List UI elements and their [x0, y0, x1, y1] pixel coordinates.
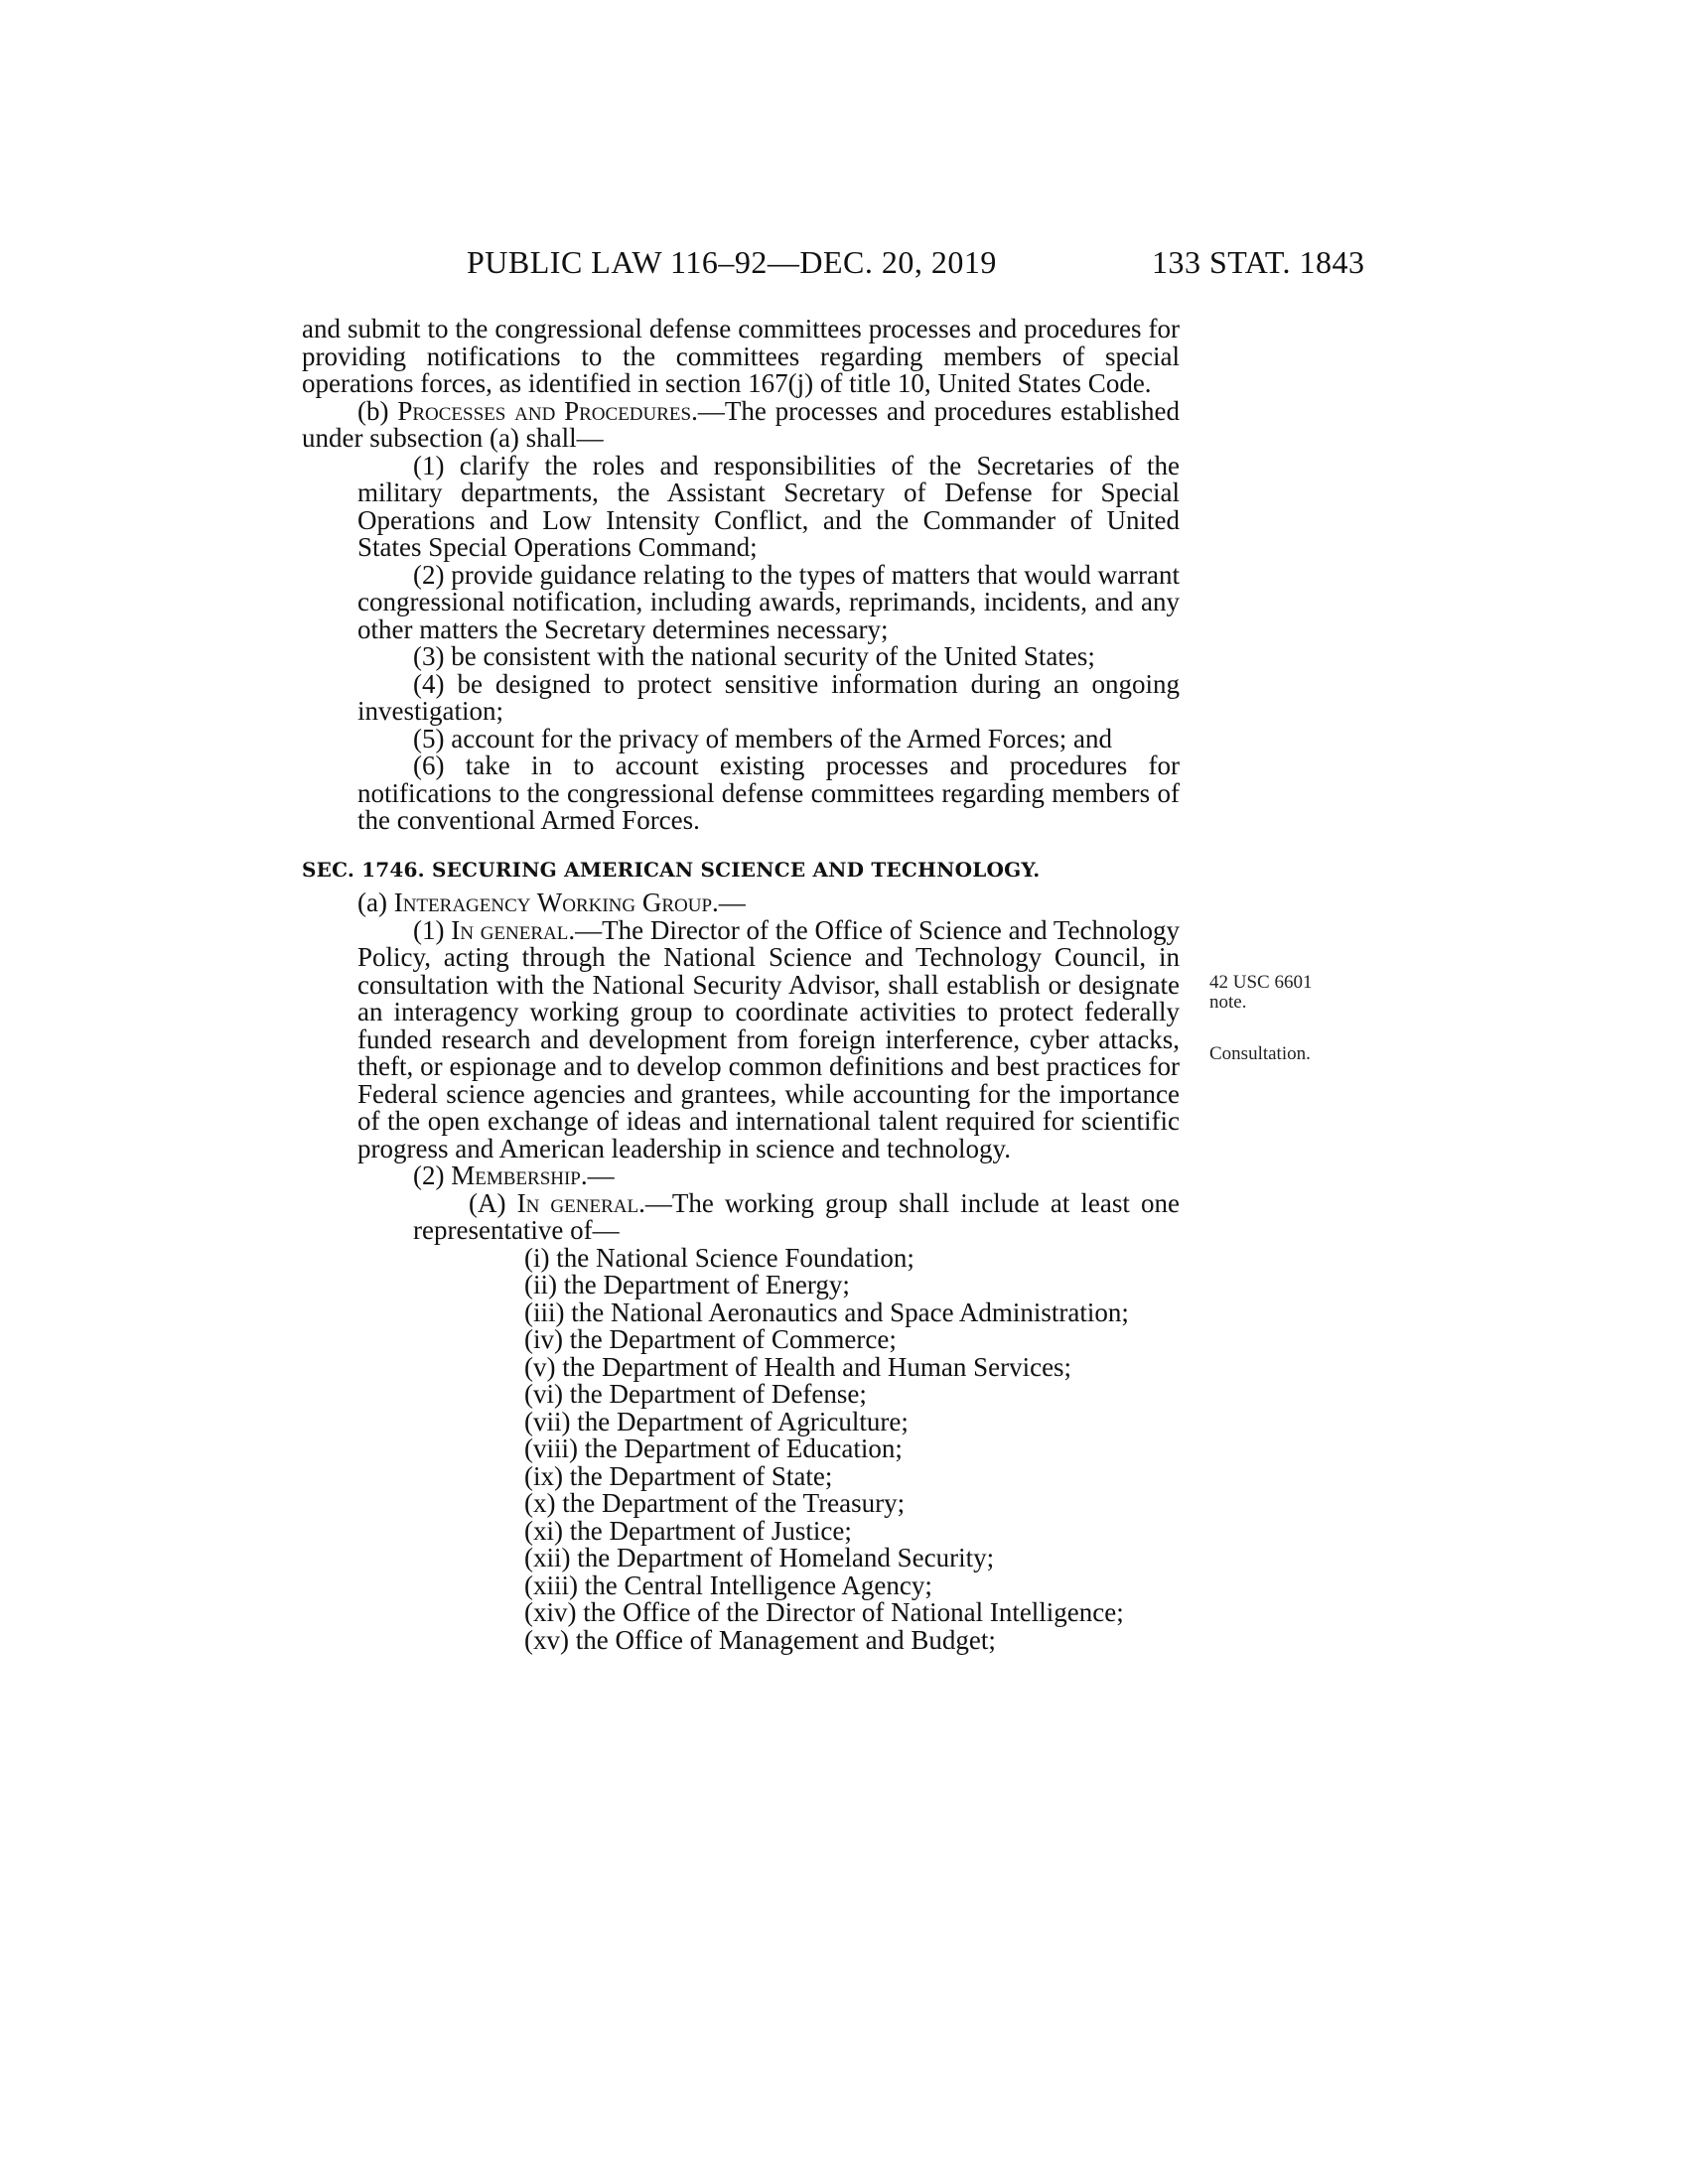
subparagraph-A-heading: In general — [516, 1187, 639, 1218]
page-number: 133 STAT. 1843 — [1152, 244, 1365, 280]
member-item: (xv) the Office of Management and Budget; — [524, 1624, 996, 1655]
subparagraph-A-label: (A) — [469, 1187, 517, 1218]
subparagraph-A-text: .—The working group shall include at least one representative of— — [413, 1187, 1181, 1245]
margin-note-citation — [1209, 973, 1312, 1013]
member-item: (ix) the Department of State; — [524, 1460, 833, 1491]
member-item: (xi) the Department of Justice; — [524, 1515, 852, 1546]
list-item: (4) be designed to protect sensitive information during an ongoing investigation; — [357, 668, 1180, 726]
margin-note-citation-line1: 42 USC 6601 — [1209, 972, 1313, 993]
member-item: (xiv) the Office of the Director of National Intelligence; — [524, 1597, 1124, 1627]
paragraph-a2 — [302, 1162, 1180, 1190]
intro-paragraph: and submit to the congressional defense committees processes and procedures for providing notifications to the committees regarding members of special operations forces, as identified in section 167(j) of title 10, United States Code. — [302, 314, 1180, 398]
paragraph-a2-label: (2) — [413, 1160, 452, 1190]
member-item: (vii) the Department of Agriculture; — [524, 1406, 909, 1436]
subsection-a-label: (a) — [357, 887, 394, 917]
subsection-b-text: .—The processes and procedures established under subsection (a) shall— — [302, 395, 1181, 453]
member-item: (iii) the National Aeronautics and Space Administration; — [524, 1297, 1129, 1327]
member-item: (ii) the Department of Energy; — [524, 1270, 850, 1299]
member-item: (x) the Department of the Treasury; — [524, 1488, 906, 1518]
list-item: (1) clarify the roles and responsibilities of the Secretaries of the military departments, the Assistant Secretary of Defense for Special Operations and Low Intensity Conflict, and the Commander of United States Special Operations Command; — [357, 450, 1180, 562]
subparagraph-A — [302, 1187, 1181, 1245]
subsection-b — [302, 395, 1181, 453]
paragraph-a2-suffix: .— — [580, 1160, 615, 1190]
paragraph-a1-text: .—The Director of the Office of Science and Technology Policy, acting through the National Science and Technology Council, in consultation with the National Security Advisor, shall establish or designate an interagency working group to coordinate activities to protect federally funded research and development from foreign interference, cyber attacks, theft, or espionage and to develop common definitions and best practices for Federal science agencies and grantees, while accounting for the importance of the open exchange of ideas and international talent required for scientific progress and American leadership in science and technology. — [357, 914, 1180, 1163]
subsection-b-label: (b) — [357, 395, 398, 426]
list-item: (5) account for the privacy of members of the Armed Forces; and — [413, 723, 1113, 753]
subsection-a-heading: Interagency Working Group — [393, 887, 713, 917]
margin-note-citation-line2: note. — [1209, 992, 1247, 1013]
member-item: (xii) the Department of Homeland Security; — [524, 1543, 995, 1572]
member-item: (i) the National Science Foundation; — [524, 1242, 914, 1273]
subsection-b-heading: Processes and Procedures — [397, 395, 692, 426]
list-item: (3) be consistent with the national security of the United States; — [413, 641, 1095, 671]
running-header-title: PUBLIC LAW 116–92—DEC. 20, 2019 — [467, 244, 997, 280]
member-item: (vi) the Department of Defense; — [524, 1379, 867, 1409]
body-text — [302, 316, 1180, 1654]
member-item: (xiii) the Central Intelligence Agency; — [524, 1570, 932, 1600]
subsection-a — [302, 889, 1180, 917]
paragraph-a1 — [302, 914, 1180, 1163]
paragraph-a2-heading: Membership — [451, 1160, 581, 1190]
member-item: (viii) the Department of Education; — [524, 1433, 903, 1463]
list-item: (2) provide guidance relating to the types of matters that would warrant congressional notification, including awards, reprimands, incidents, and any other matters the Secretary determines necessary; — [357, 559, 1180, 644]
member-item: (v) the Department of Health and Human Services; — [524, 1351, 1072, 1382]
paragraph-a1-heading: In general — [451, 914, 569, 945]
member-item: (iv) the Department of Commerce; — [524, 1324, 897, 1354]
paragraph-a1-label: (1) — [413, 914, 452, 945]
subsection-a-suffix: .— — [712, 887, 746, 917]
section-heading: SEC. 1746. SECURING AMERICAN SCIENCE AND TECHNOLOGY. — [302, 857, 1041, 882]
list-item: (6) take in to account existing processes and procedures for notifications to the congressional defense committees regarding members of the conventional Armed Forces. — [357, 751, 1180, 835]
margin-note-consultation: Consultation. — [1209, 1043, 1311, 1064]
